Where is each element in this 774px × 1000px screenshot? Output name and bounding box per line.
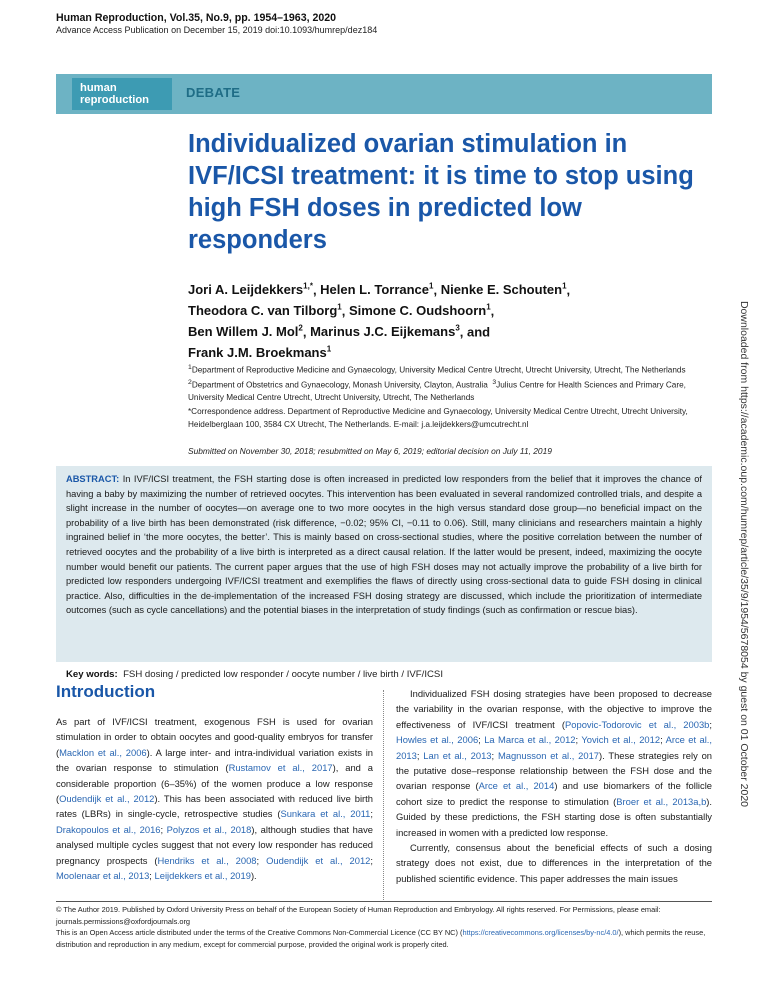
intro-left-column xyxy=(56,714,373,883)
citation-link[interactable]: Macklon et al., 2006 xyxy=(59,746,147,758)
citation-link[interactable]: La Marca et al., 2012 xyxy=(484,734,576,746)
abstract-box xyxy=(56,466,712,662)
section-heading-introduction: Introduction xyxy=(56,682,156,701)
copyright-text: © The Author 2019. Published by Oxford University Press on behalf of the European Society of Human Reproduction and Embryology. All rights reserved. For Permissions, please email: journals.permissions@oxfordjournals.org xyxy=(56,905,661,926)
citation-link[interactable]: Leijdekkers et al., 2019 xyxy=(154,870,251,882)
citation-link[interactable]: Arce et al., 2013 xyxy=(396,734,713,761)
citation-link[interactable]: Popovic-Todorovic et al., 2003b xyxy=(565,718,710,730)
author[interactable]: Frank J.M. Broekmans$^1$ xyxy=(188,344,332,360)
author[interactable]: Ben Willem J. Mol$^2$ xyxy=(188,323,303,339)
keywords xyxy=(66,669,443,680)
intro-paragraph: Currently, consensus about the beneficial effects of such a dosing strategy does not exist, due to differences in the interpretation of the published scientific evidence. This paper addresses the main issues xyxy=(396,842,712,884)
copyright-footer xyxy=(56,904,712,950)
author[interactable]: Nienke E. Schouten$^1$ xyxy=(440,282,567,298)
citation-link[interactable]: Polyzos et al., 2018 xyxy=(166,823,252,835)
keywords-text: FSH dosing / predicted low responder / oocyte number / live birth / IVF/ICSI xyxy=(123,669,443,680)
keywords-label: Key words: xyxy=(66,669,118,680)
submission-dates: Submitted on November 30, 2018; resubmitted on May 6, 2019; editorial decision on July 11, 2019 xyxy=(188,446,552,456)
author-list: Jori A. Leijdekkers$^{1,*}$, Helen L. Torrance$^1$, Nienke E. Schouten$^1$, Theodora C. van Tilborg$^1$, Simone C. Oudshoorn$^1$, Ben Willem J. Mol$^2$, Marinus J.C. Eijkemans$^3$, and Frank J.M. Broekmans$^1$ xyxy=(188,282,571,360)
citation-link[interactable]: Arce et al., 2014 xyxy=(478,780,555,792)
citation-link[interactable]: Oudendijk et al., 2012 xyxy=(59,793,155,805)
citation-link[interactable]: Yovich et al., 2012 xyxy=(581,734,661,746)
logo-line-2: reproduction xyxy=(80,93,149,106)
citation-link[interactable]: Broer et al., 2013a,b xyxy=(616,795,707,807)
author[interactable]: Jori A. Leijdekkers$^{1,*}$ xyxy=(188,282,313,298)
article-title: Individualized ovarian stimulation in IVF/ICSI treatment: it is time to stop using high FSH doses in predicted low responders xyxy=(188,130,694,254)
affiliations: $^1$Department of Reproductive Medicine and Gynaecology, University Medical Centre Utrecht, Utrecht University, Utrecht, The Netherlands $^2$Department of Obstetrics and Gynaecology, Monash University, Clayton, Australia $^3$Julius Centre for Health Sciences and Primary Care, University Medical Centre Utrecht, Utrecht University, Utrecht, The Netherlands xyxy=(188,364,686,403)
intro-right-column xyxy=(396,686,712,886)
author[interactable]: Theodora C. van Tilborg$^1$ xyxy=(188,302,342,319)
journal-citation: Human Reproduction, Vol.35, No.9, pp. 1954–1963, 2020 xyxy=(56,12,337,24)
footer-divider xyxy=(56,901,712,902)
intro-paragraph: As part of IVF/ICSI treatment, exogenous FSH is used for ovarian stimulation in order to obtain oocytes and good-quality embryos for transfer (Macklon et al., 2006). A large inter- and intra-individual variation exists in the ovarian response to stimulation (Rustamov et al., 2017), and a considerable proportion (6–35%) of the women produce a low response (Oudendijk et al., 2012). This has been associated with reduced live birth rates (LBRs) in single-cycle, retrospective studies (Sunkara et al., 2011; Drakopoulos et al., 2016; Polyzos et al., 2018), although studies that have analysed multiple cycles suggest that not every low responder has reduced pregnancy prospects (Hendriks et al., 2008; Oudendijk et al., 2012; Moolenaar et al., 2013; Leijdekkers et al., 2019). xyxy=(56,716,374,882)
citation-link[interactable]: Drakopoulos et al., 2016 xyxy=(56,823,161,835)
citation-link[interactable]: Rustamov et al., 2017 xyxy=(228,762,333,774)
advance-access-line: Advance Access Publication on December 15, 2019 doi:10.1093/humrep/dez184 xyxy=(56,25,378,35)
citation-link[interactable]: Lan et al., 2013 xyxy=(423,749,492,761)
author[interactable]: Simone C. Oudshoorn$^1$ xyxy=(348,302,491,319)
download-watermark: Downloaded from https://academic.oup.com/humrep/article/35/9/1954/5678054 by guest on 01 October 2020 xyxy=(738,300,750,808)
citation-link[interactable]: Moolenaar et al., 2013 xyxy=(56,870,150,882)
abstract-label: ABSTRACT: xyxy=(66,474,120,484)
intro-paragraph: Individualized FSH dosing strategies have been proposed to decrease the variability in the ovarian response, with the objective to improve the effectiveness of IVF/ICSI treatment (Popovic-Todorovic et al., 2003b; Howles et al., 2006; La Marca et al., 2012; Yovich et al., 2012; Arce et al., 2013; Lan et al., 2013; Magnusson et al., 2017). These strategies rely on the putative dose–response relationship between the FSH dose and the ovarian response (Arce et al., 2014) and use biomarkers of the follicle cohort size to predict the response to stimulation (Broer et al., 2013a,b). Guided by these predictions, the FSH starting dose is often substantially increased in women with a predicted low response. xyxy=(396,688,713,838)
section-label: DEBATE xyxy=(186,85,241,100)
logo-line-1: human xyxy=(80,82,117,94)
author[interactable]: Helen L. Torrance$^1$ xyxy=(320,282,434,298)
abstract-text: In IVF/ICSI treatment, the FSH starting dose is often increased in predicted low responders from the belief that it improves the chance of having a baby by maximizing the number of retrieved oocytes. This intervention has been evaluated in several randomized controlled trials, and despite a slight increase in the number of oocytes—on average one to two more oocytes in the high versus standard dose group—no beneficial impact on the probability of a live birth has been demonstrated (risk difference, −0.02; 95% CI, −0.11 to 0.06). Still, many clinicians and researchers maintain a highly ingrained belief in ‘the more oocytes, the better’. This is mainly based on cross-sectional studies, where the positive correlation between the number of retrieved oocytes and the probability of a live birth is interpreted as a direct causal relation. If the latter would be present, indeed, maximizing the oocyte number would benefit our patients. The current paper argues that the use of high FSH doses may not actually improve the probability of a live birth for predicted low responders undergoing IVF/ICSI treatment and exemplifies the flaws of directly using cross-sectional data to guide FSH dosing in clinical practice. Also, difficulties in the de-implementation of the increased FSH dosing strategy are discussed, which include the prioritization of intermediate outcomes (such as cycle cancellations) and the potential biases in the interpretation of study findings (such as confirmation or rescue bias). xyxy=(66,474,702,616)
license-text: This is an Open Access article distributed under the terms of the Creative Commons Non-Commercial Licence (CC BY NC) (https://creativecommons.org/licenses/by-nc/4.0/), which permits the reuse, distribution and reproduction in any medium, except for commercial purpose, provided the original work is properly cited. xyxy=(56,928,706,949)
citation-link[interactable]: Oudendijk et al., 2012 xyxy=(266,854,371,866)
citation-link[interactable]: Sunkara et al., 2011 xyxy=(280,808,371,820)
citation-link[interactable]: Magnusson et al., 2017 xyxy=(497,749,599,761)
license-link[interactable]: https://creativecommons.org/licenses/by-nc/4.0/ xyxy=(462,928,619,937)
author[interactable]: Marinus J.C. Eijkemans$^3$ xyxy=(310,323,460,339)
citation-link[interactable]: Hendriks et al., 2008 xyxy=(157,854,257,866)
correspondence-address: *Correspondence address. Department of Reproductive Medicine and Gynaecology, University Medical Centre Utrecht, Utrecht University, Heidelberglaan 100, 3584 CX Utrecht, The Netherlands. E-mail: j.a.leijdekkers@umcutrecht.nl xyxy=(188,407,688,429)
section-banner xyxy=(56,74,712,114)
journal-logo xyxy=(72,78,172,110)
citation-link[interactable]: Howles et al., 2006 xyxy=(396,734,479,746)
column-divider xyxy=(383,690,384,900)
